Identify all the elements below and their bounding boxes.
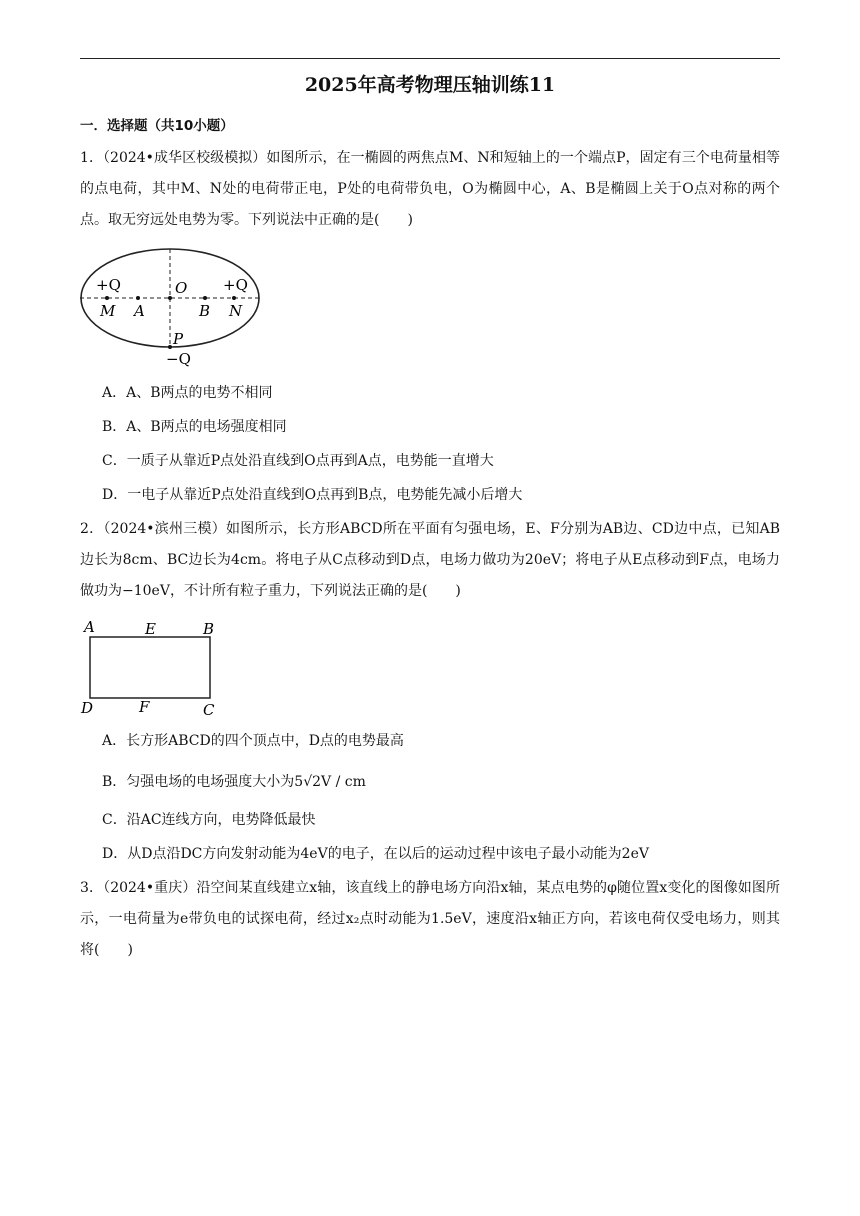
question-2-option-c: C．沿AC连线方向，电势降低最快: [102, 812, 316, 828]
question-3-stem: 3．（2024•重庆）沿空间某直线建立x轴，该直线上的静电场方向沿x轴，某点电势的φ随位置x变化的图像如图所示，一电荷量为e带负电的试探电荷，经过x₂点时动能为1.5eV，速度沿x轴正方向，若该电荷仅受电场力，则其将( ): [80, 880, 780, 958]
label-a: A: [84, 618, 95, 636]
point-b: [203, 296, 207, 300]
label-p: P: [173, 330, 184, 348]
page-title: 2025年高考物理压轴训练11: [304, 74, 556, 96]
label-m: M: [100, 302, 116, 320]
label-o: O: [175, 279, 188, 297]
label-a: A: [134, 302, 145, 320]
point-p: [168, 345, 172, 349]
label-n: N: [229, 302, 243, 320]
point-o: [168, 296, 172, 300]
question-2-option-b: B．匀强电场的电场强度大小为5√2V / cm: [102, 774, 366, 790]
question-2-stem: 2．（2024•滨州三模）如图所示，长方形ABCD所在平面有匀强电场，E、F分别为AB边、CD边中点，已知AB边长为8cm、BC边长为4cm。将电子从C点移动到D点，电场力做功为20eV；将电子从E点移动到F点，电场力做功为−10eV，不计所有粒子重力，下列说法正确的是( ): [80, 521, 780, 599]
label-plus-q-left: +Q: [96, 276, 121, 294]
question-2-option-a: A．长方形ABCD的四个顶点中，D点的电势最高: [102, 733, 404, 749]
label-c: C: [203, 701, 215, 719]
header-rule: [80, 58, 780, 59]
point-a: [136, 296, 140, 300]
label-d: D: [81, 699, 94, 717]
label-f: F: [139, 698, 150, 716]
question-2-rectangle-figure: [78, 616, 223, 720]
question-1-option-d: D．一电子从靠近P点处沿直线到O点再到B点，电势能先减小后增大: [102, 487, 523, 503]
section-heading: 一．选择题（共10小题）: [80, 118, 234, 134]
label-minus-q: −Q: [166, 350, 191, 368]
label-b: B: [199, 302, 211, 320]
question-1-stem: 1．（2024•成华区校级模拟）如图所示，在一椭圆的两焦点M、N和短轴上的一个端点P，固定有三个电荷量相等的点电荷，其中M、N处的电荷带正电，P处的电荷带负电，O为椭圆中心，A、B是椭圆上关于O点对称的两个点。取无穷远处电势为零。下列说法中正确的是( ): [80, 150, 780, 228]
rectangle-abcd: [90, 637, 210, 698]
label-b: B: [203, 620, 215, 638]
question-1-option-c: C．一质子从靠近P点处沿直线到O点再到A点，电势能一直增大: [102, 453, 494, 469]
question-1-option-b: B．A、B两点的电场强度相同: [102, 419, 287, 435]
point-n: [232, 296, 236, 300]
point-m: [105, 296, 109, 300]
question-1-option-a: A．A、B两点的电势不相同: [102, 385, 273, 401]
label-e: E: [145, 620, 156, 638]
question-1-ellipse-figure: [78, 244, 268, 368]
question-2-option-d: D．从D点沿DC方向发射动能为4eV的电子，在以后的运动过程中该电子最小动能为2eV: [102, 846, 649, 862]
label-plus-q-right: +Q: [223, 276, 248, 294]
